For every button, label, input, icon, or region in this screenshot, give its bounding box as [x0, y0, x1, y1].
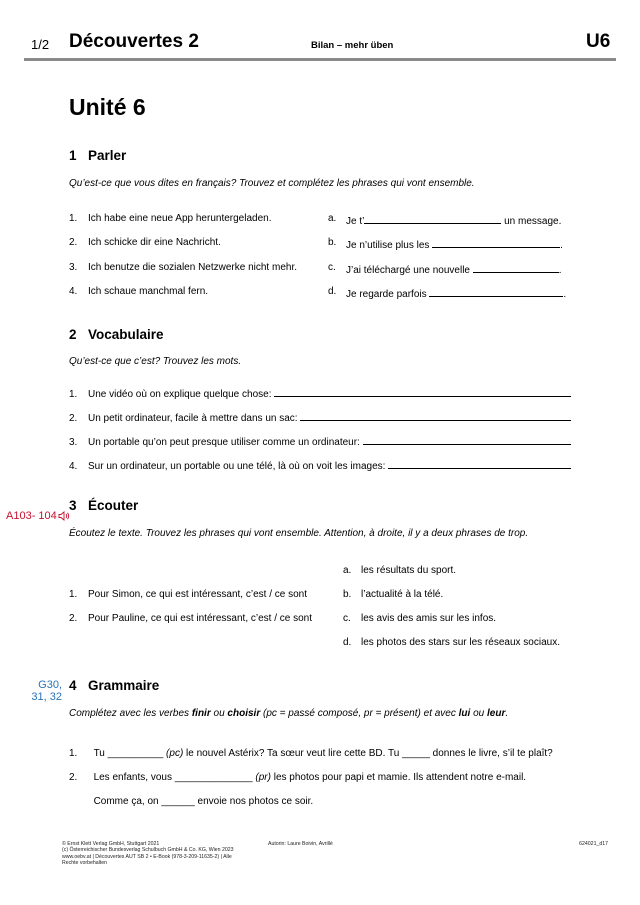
- copyright-line: © Ernst Klett Verlag GmbH, Stuttgart 2021: [62, 841, 160, 847]
- item-text: Comme ça, on: [93, 796, 162, 807]
- section-title: Grammaire: [88, 678, 160, 693]
- answer-blank[interactable]: [274, 386, 571, 397]
- list-item: [69, 458, 571, 472]
- item-text: Un petit ordinateur, facile à mettre dans un sac:: [88, 413, 301, 424]
- section-number: 4: [69, 678, 77, 693]
- item-letter: d.: [343, 637, 352, 648]
- section-title: Écouter: [88, 498, 139, 513]
- item-text: le nouvel Astérix? Ta sœur veut lire cette BD. Tu: [183, 748, 403, 759]
- item-text: Tu: [93, 748, 108, 759]
- item-text: les résultats du sport.: [361, 565, 457, 576]
- document-code: 624021_d17: [579, 841, 608, 847]
- item-text: .: [558, 265, 562, 276]
- instruction-text: ou: [470, 708, 488, 719]
- item-number: 1.: [69, 589, 78, 600]
- list-item: [69, 213, 329, 224]
- item-number: 2.: [69, 413, 78, 424]
- item-letter: a.: [328, 213, 337, 224]
- book-title: Découvertes 2: [69, 31, 199, 52]
- item-letter: a.: [343, 565, 352, 576]
- answer-blank[interactable]: ______: [161, 796, 195, 807]
- list-item: [69, 237, 329, 248]
- item-number: 4.: [69, 461, 78, 472]
- list-item: [69, 613, 329, 624]
- item-text: les photos des stars sur les réseaux sociaux.: [361, 637, 560, 648]
- list-item: [69, 737, 589, 759]
- item-number: 1.: [69, 389, 78, 400]
- section-1-instruction: Qu’est-ce que vous dites en français? Trouvez et complétez les phrases qui vont ensemble.: [69, 178, 475, 189]
- instruction-text: Complétez avec les verbes: [69, 708, 192, 719]
- tense-hint: (pc): [166, 748, 184, 759]
- unit-code: U6: [586, 31, 611, 52]
- audio-reference[interactable]: [6, 510, 70, 522]
- grammar-ref-line: 31, 32: [31, 691, 62, 703]
- item-text: Les enfants, vous: [93, 772, 175, 783]
- item-text: donnes le livre, s’il te plaît?: [429, 748, 553, 759]
- item-number: 2.: [69, 772, 78, 783]
- item-text: .: [563, 289, 567, 300]
- page-number: 1/2: [31, 37, 50, 52]
- item-letter: b.: [343, 589, 352, 600]
- section-1-heading: [69, 148, 126, 163]
- instruction-keyword: choisir: [227, 708, 261, 719]
- item-text: .: [560, 240, 563, 251]
- section-number: 2: [69, 327, 77, 342]
- answer-blank[interactable]: [364, 213, 501, 224]
- item-number: 1.: [69, 213, 78, 224]
- item-letter: c.: [343, 613, 351, 624]
- item-number: 3.: [69, 437, 78, 448]
- section-2-heading: [69, 327, 164, 342]
- item-text: Je t’: [346, 216, 365, 227]
- list-item: [69, 286, 329, 297]
- section-2-instruction: Qu’est-ce que c’est? Trouvez les mots.: [69, 356, 242, 367]
- section-number: 1: [69, 148, 77, 163]
- header-subtitle: Bilan – mehr üben: [311, 40, 394, 51]
- tense-hint: (pr): [255, 772, 271, 783]
- list-item: [69, 589, 329, 600]
- item-text: Un portable qu’on peut presque utiliser comme un ordinateur:: [88, 437, 363, 448]
- list-item: [328, 213, 588, 227]
- item-text: Ich habe eine neue App heruntergeladen.: [88, 213, 272, 224]
- answer-blank[interactable]: [363, 434, 571, 445]
- answer-blank[interactable]: [429, 286, 563, 297]
- section-title: Vocabulaire: [88, 327, 164, 342]
- item-text: Ich benutze die sozialen Netzwerke nicht mehr.: [88, 262, 297, 273]
- list-item: [69, 262, 329, 273]
- item-text: Sur un ordinateur, un portable ou une télé, là où on voit les images:: [88, 461, 389, 472]
- copyright-notice: [62, 841, 262, 867]
- section-3-heading: [69, 498, 138, 513]
- item-text: Ich schicke dir eine Nachricht.: [88, 237, 221, 248]
- item-number: 3.: [69, 262, 78, 273]
- instruction-keyword: lui: [458, 708, 471, 719]
- item-text: les photos pour papi et mamie. Ils attendent notre e-mail.: [270, 772, 527, 783]
- list-item: [69, 434, 571, 448]
- answer-blank[interactable]: [300, 410, 571, 421]
- list-item: [343, 565, 603, 576]
- instruction-text: ou: [210, 708, 228, 719]
- list-item: [328, 237, 588, 251]
- item-text: Pour Simon, ce qui est intéressant, c’est / ce sont: [88, 589, 307, 600]
- item-text: Pour Pauline, ce qui est intéressant, c’est / ce sont: [88, 613, 313, 624]
- item-text: Ich schaue manchmal fern.: [88, 286, 209, 297]
- item-number: 2.: [69, 237, 78, 248]
- item-text: Je n’utilise plus les: [346, 240, 433, 251]
- item-text: Je regarde parfois: [346, 289, 430, 300]
- list-item: [328, 286, 588, 300]
- list-item: [343, 613, 603, 624]
- item-text: l’actualité à la télé.: [361, 589, 444, 600]
- section-3-instruction: Écoutez le texte. Trouvez les phrases qui vont ensemble. Attention, à droite, il y a deux phrases de trop.: [69, 528, 529, 539]
- item-letter: c.: [328, 262, 336, 273]
- item-text: envoie nos photos ce soir.: [194, 796, 314, 807]
- section-title: Parler: [88, 148, 127, 163]
- section-number: 3: [69, 498, 77, 513]
- list-item: [328, 262, 588, 276]
- list-item: [343, 589, 603, 600]
- instruction-keyword: finir: [191, 708, 211, 719]
- copyright-line: Rechte vorbehalten: [62, 860, 107, 867]
- answer-blank[interactable]: _____: [402, 748, 430, 759]
- speaker-icon: [58, 511, 70, 521]
- list-item-continuation: [88, 785, 588, 807]
- grammar-reference[interactable]: [18, 679, 62, 703]
- copyright-line: www.oebv.at | Découvertes AUT SB 2 • E-Book (978-3-209-11635-2) | Alle: [62, 853, 232, 860]
- answer-blank[interactable]: [473, 262, 559, 273]
- list-item: [69, 410, 571, 424]
- list-item: [69, 761, 589, 783]
- item-text: J’ai téléchargé une nouvelle: [346, 265, 473, 276]
- instruction-text: (pc = passé composé, pr = présent) et avec: [260, 708, 459, 719]
- item-number: 4.: [69, 286, 78, 297]
- answer-blank[interactable]: __________: [107, 748, 164, 759]
- section-4-heading: [69, 678, 159, 693]
- header-divider: [24, 58, 616, 61]
- item-text: les avis des amis sur les infos.: [361, 613, 497, 624]
- item-letter: d.: [328, 286, 337, 297]
- author-credit: Autorin: Laure Boivin, Avrillé: [268, 841, 333, 847]
- grammar-ref-line: G30,: [38, 679, 62, 691]
- page-title: Unité 6: [69, 94, 146, 120]
- answer-blank[interactable]: [432, 237, 560, 248]
- item-text: Une vidéo où on explique quelque chose:: [88, 389, 275, 400]
- list-item: [69, 386, 571, 400]
- item-text: un message.: [501, 216, 562, 227]
- section-4-instruction: [69, 708, 508, 719]
- item-number: 1.: [69, 748, 78, 759]
- instruction-text: .: [505, 708, 509, 719]
- list-item: [343, 637, 603, 648]
- item-letter: b.: [328, 237, 337, 248]
- instruction-keyword: leur: [487, 708, 506, 719]
- audio-track-label: A103- 104: [6, 510, 57, 522]
- item-number: 2.: [69, 613, 78, 624]
- answer-blank[interactable]: [388, 458, 571, 469]
- copyright-line: (c) Österreichischer Bundesverlag Schulbuch GmbH & Co. KG, Wien 2023: [62, 847, 234, 854]
- answer-blank[interactable]: ______________: [174, 772, 253, 783]
